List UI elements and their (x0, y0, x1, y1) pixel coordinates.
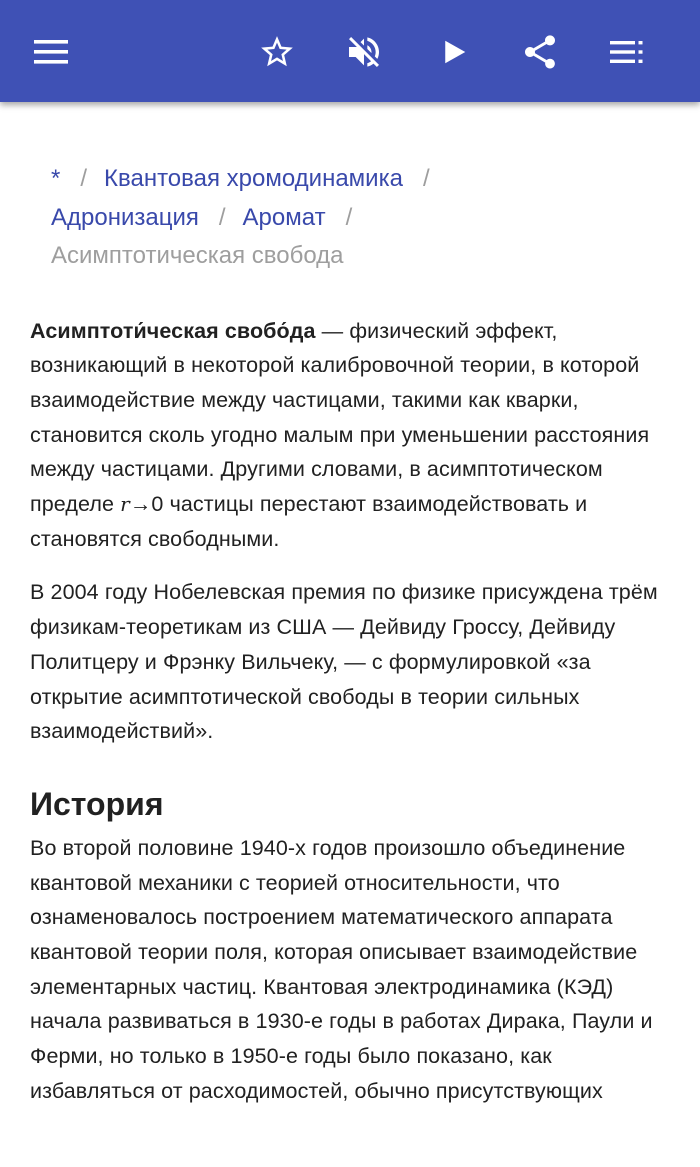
menu-icon (33, 39, 69, 65)
favorite-button[interactable] (251, 26, 303, 78)
menu-button[interactable] (25, 26, 77, 78)
share-button[interactable] (514, 26, 566, 78)
article-content (30, 160, 675, 1128)
star-outline-icon (258, 33, 296, 71)
intro-text-2: частицы перестают взаимодействовать и становятся свободными. (30, 492, 588, 551)
breadcrumb (51, 160, 675, 276)
share-icon (520, 32, 560, 72)
app-bar (0, 0, 700, 102)
list-icon (609, 40, 645, 64)
intro-text-1: — физический эффект, возникающий в некоторой калибровочной теории, в которой взаимодействие между частицами, такими как кварки, становится сколь угодно малым при уменьшении расстояния между частицами. Другими словами, в асимптотическом пределе (30, 318, 650, 517)
formula-rest: →0 (129, 492, 164, 517)
intro-term: Асимптоти́ческая свобо́да (30, 318, 316, 343)
breadcrumb-separator: / (80, 165, 88, 192)
breadcrumb-item-quantum-chromodynamics[interactable]: Квантовая хромодинамика (104, 165, 403, 192)
breadcrumb-separator: / (422, 165, 430, 192)
history-heading: История (30, 785, 164, 822)
breadcrumb-separator: / (345, 203, 353, 231)
breadcrumb-separator: / (218, 203, 226, 231)
play-icon (439, 37, 469, 67)
history-paragraph: Во второй половине 1940-х годов произошло объединение квантовой механики с теорией относительности, что ознаменовалось построением математического аппарата квантовой теории поля, которая описывает взаимодействие элементарных частиц. Квантовая электродинамика (КЭД) начала развиваться в 1930-е годы в работах Дирака, Паули и Ферми, но только в 1950-е годы было показано, как избавляться от расходимостей, обычно присутствующих (30, 835, 653, 1103)
nobel-paragraph: В 2004 году Нобелевская премия по физике присуждена трём физикам-теоретикам из США — Дейвиду Гроссу, Дейвиду Политцеру и Фрэнку Вильчеку, — с формулировкой «за открытие асимптотической свободы в теории сильных взаимодействий». (30, 580, 658, 744)
breadcrumb-root[interactable]: * (51, 165, 61, 192)
toc-button[interactable] (601, 26, 653, 78)
mute-button[interactable] (338, 26, 390, 78)
breadcrumb-item-flavour[interactable]: Аромат (242, 203, 326, 231)
intro-paragraph (30, 314, 675, 557)
volume-off-icon (344, 32, 384, 72)
breadcrumb-item-hadronization[interactable]: Адронизация (51, 203, 199, 231)
breadcrumb-current: Асимптотическая свобода (51, 242, 344, 269)
play-button[interactable] (428, 26, 480, 78)
formula-variable: r (120, 492, 130, 517)
